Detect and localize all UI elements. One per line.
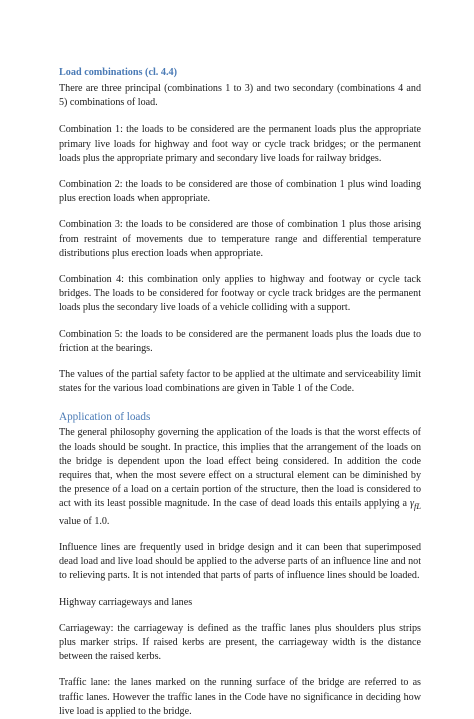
paragraph-combination-4: Combination 4: this combination only applies to highway and footway or cycle tack bridges. The loads to be considered for footway or cycle track bridges are the permanent loads plus the secondary live loads of a vehicle colliding with a support. — [59, 274, 421, 314]
gamma-symbol: γ — [410, 498, 414, 510]
paragraph-influence-lines: Influence lines are frequently used in bridge design and it can been that superimposed dead load and live load should be applied to the adverse parts of an influence line and not to relieving parts. It is not intended that parts of parts of influence lines should be loaded. — [59, 541, 421, 582]
philosophy-text-post: value of 1.0. — [59, 515, 110, 527]
paragraph-philosophy — [59, 426, 421, 528]
subheading-highway-carriageways: Highway carriageways and lanes — [59, 596, 193, 608]
paragraph-combination-1: Combination 1: the loads to be considered are the permanent loads plus the appropriate primary live loads for highway and foot way or cycle track bridges; or the permanent loads plus the appropriate primary and secondary live loads for railway bridges. — [59, 124, 421, 164]
paragraph-traffic-lane: Traffic lane: the lanes marked on the running surface of the bridge are referred to as traffic lanes. However the traffic lanes in the Code have no significance in deciding how live load is applied to the bridge. — [59, 677, 421, 717]
section-heading-application-of-loads: Application of loads — [59, 411, 151, 424]
paragraph-safety-factor: The values of the partial safety factor to be applied at the ultimate and serviceability limit states for the various load combinations are given in Table 1 of the Code. — [59, 369, 421, 395]
gamma-subscript: fL — [413, 502, 421, 512]
philosophy-text-pre: The general philosophy governing the application of the loads is that the worst effects of the loads should be sought. In practice, this implies that the arrangement of the loads on the bridge is dependent upon the load effect being considered. In addition the code requires that, when the most severe effect on a structural element can be diminished by the presence of a load on a certain portion of the structure, then the load is considered to act with its least possible magnitude. In the case of dead loads this entails applying a — [59, 427, 421, 510]
paragraph-combination-5: Combination 5: the loads to be considered are the permanent loads plus the loads due to friction at the bearings. — [59, 328, 421, 354]
paragraph-combination-3: Combination 3: the loads to be considered are those of combination 1 plus those arising from restraint of movements due to temperature range and differential temperature distributions plus erection loads when appropriate. — [59, 219, 421, 259]
paragraph-carriageway: Carriageway: the carriageway is defined as the traffic lanes plus shoulders plus strips plus marker strips. If raised kerbs are present, the carriageway width is the distance between the raised kerbs. — [59, 622, 421, 663]
paragraph-intro: There are three principal (combinations 1 to 3) and two secondary (combinations 4 and 5) combinations of load. — [59, 83, 421, 109]
section-heading-load-combinations: Load combinations (cl. 4.4) — [59, 67, 178, 78]
paragraph-combination-2: Combination 2: the loads to be considered are those of combination 1 plus wind loading plus erection loads when appropriate. — [59, 179, 421, 205]
